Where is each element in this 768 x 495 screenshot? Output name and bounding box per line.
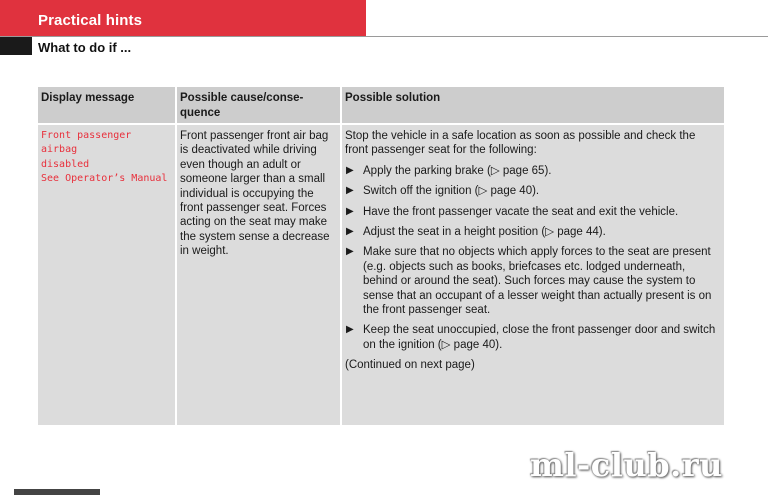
watermark-logo: ml-club.ru [530, 446, 723, 484]
solution-intro: Stop the vehicle in a safe location as soon as possible and check the front passenger seat for the following: [345, 130, 696, 157]
bullet-triangle-icon: ▶ [346, 185, 354, 197]
solution-item-text: Have the front passenger vacate the seat and exit the vehicle. [363, 205, 679, 218]
solution-item-text: Adjust the seat in a height position (▷ page 44). [363, 226, 606, 239]
column-header-possible-cause: Possible cause/conse- quence [177, 87, 340, 123]
display-message-line: See Operator’s Manual [41, 173, 168, 185]
table-row [38, 123, 724, 425]
bullet-triangle-icon: ▶ [346, 324, 354, 336]
column-header-possible-solution: Possible solution [342, 87, 724, 123]
solution-item-text: Keep the seat unoccupied, close the front passenger door and switch on the ignition (▷ page 40). [363, 324, 716, 351]
solution-item [345, 164, 720, 178]
solution-item-text: Make sure that no objects which apply forces to the seat are present (e.g. objects such as books, briefcases etc. lodged underneath, behind or around the seat). Such forces may cause the system to sense that an occupant of a lesser weight than actually present is on the front passenger seat. [363, 246, 712, 317]
solution-item [345, 205, 720, 219]
header-rule [0, 36, 768, 37]
solution-item-text: Switch off the ignition (▷ page 40). [363, 185, 540, 198]
bullet-triangle-icon: ▶ [346, 205, 354, 217]
solution-item [345, 225, 720, 239]
solution-item [345, 184, 720, 198]
solution-item-text: Apply the parking brake (▷ page 65). [363, 164, 552, 177]
footer-bar [14, 489, 100, 495]
solution-item [345, 323, 720, 352]
solution-cell [342, 123, 724, 425]
display-message-line: Front passenger airbag [41, 130, 132, 156]
cause-cell [177, 123, 340, 425]
display-message-line: disabled [41, 158, 90, 170]
continued-note: (Continued on next page) [345, 359, 475, 372]
solution-item [345, 245, 720, 317]
table-header-row [38, 87, 724, 123]
subheader-marker [0, 37, 32, 55]
page-subtitle: What to do if ... [38, 40, 132, 55]
hints-table [36, 87, 726, 425]
display-message-cell [38, 123, 175, 425]
section-title: Practical hints [38, 12, 143, 29]
column-header-display-message: Display message [38, 87, 175, 123]
cause-text: Front passenger front air bag is deactivated while driving even though an adult or someone larger than a small individual is occupying the front passenger seat. Forces acting on the seat may make the system sense a decrease in weight. [180, 130, 330, 258]
bullet-triangle-icon: ▶ [346, 164, 354, 176]
bullet-triangle-icon: ▶ [346, 226, 354, 238]
bullet-triangle-icon: ▶ [346, 246, 354, 258]
